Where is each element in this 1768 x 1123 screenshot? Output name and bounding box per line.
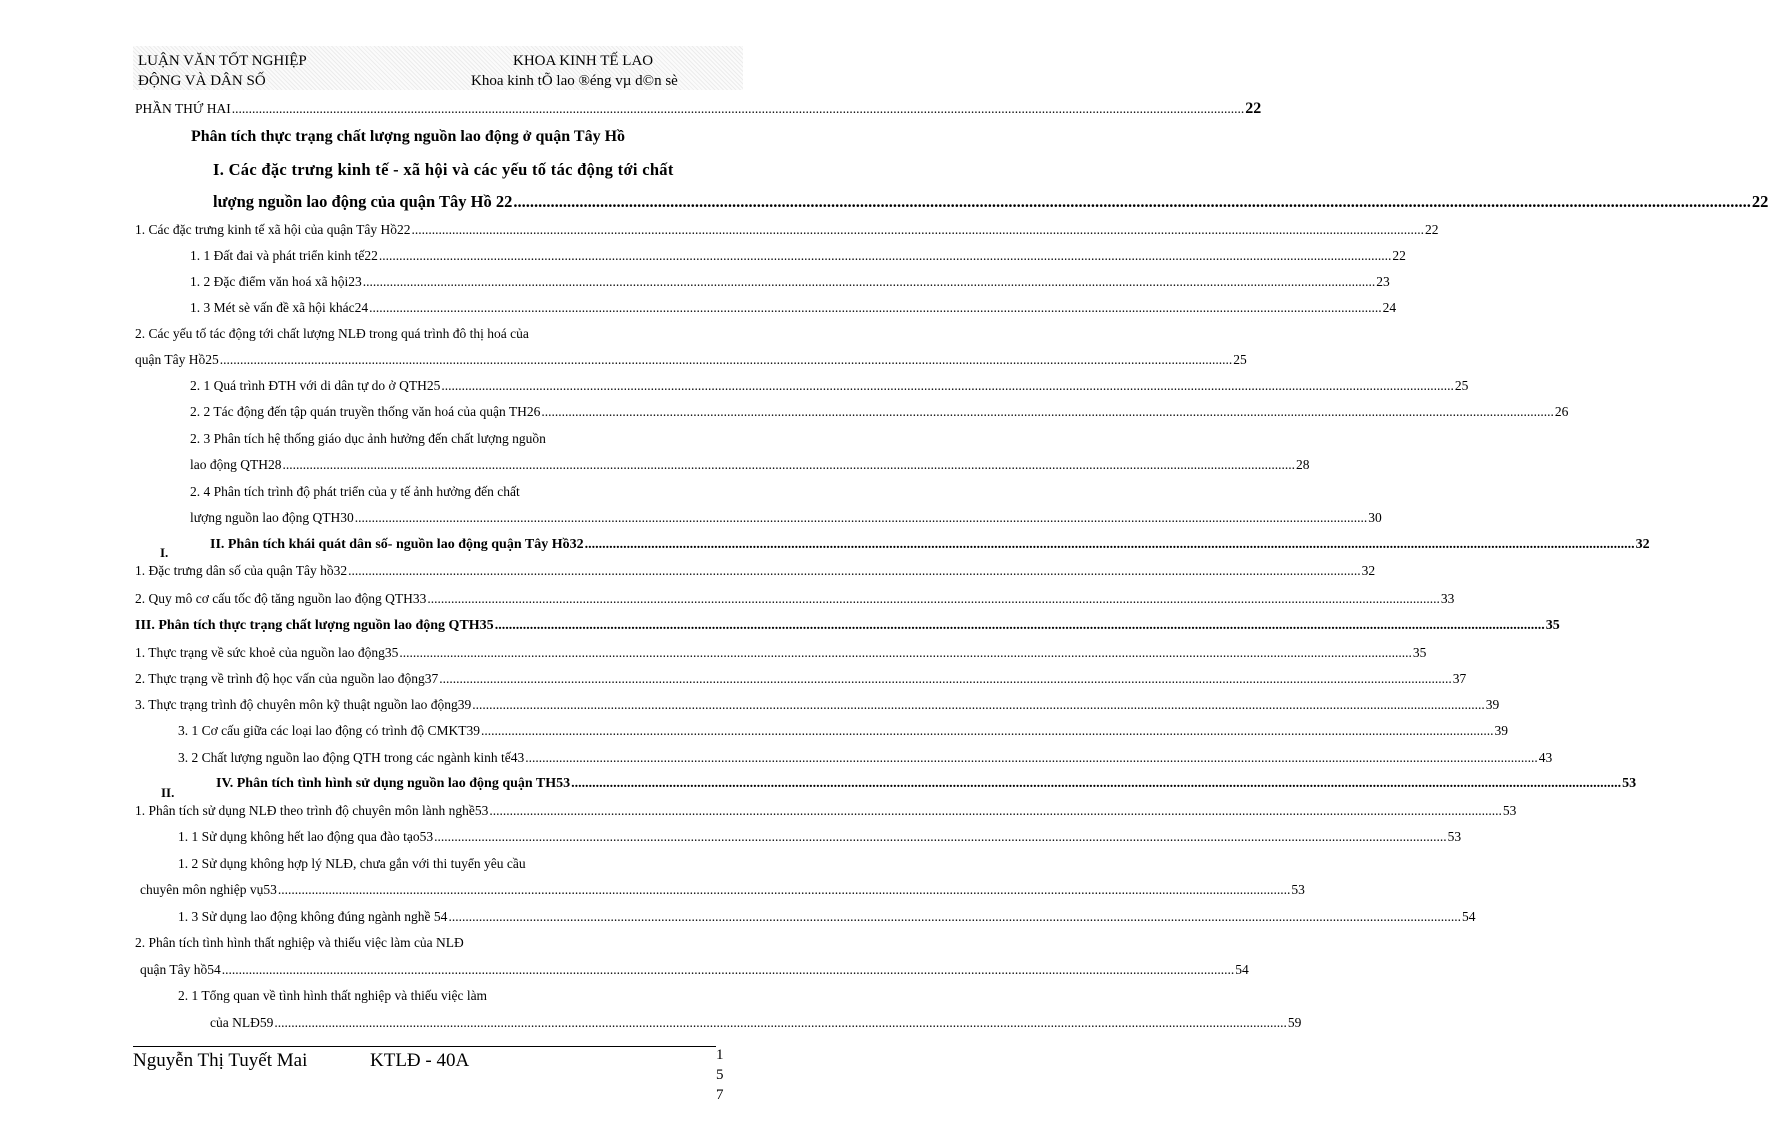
toc-entry: 3. Thực trạng trình độ chuyên môn kỹ thuật nguồn lao động39 ............................................................................................................................................................................................................................................................................................................ 39 [135, 697, 1500, 712]
toc-part: PHẦN THỨ HAI ............................................................................................................................................................................................................................................................................................................ 22 [135, 100, 1262, 117]
toc-entry: lao động QTH28 ............................................................................................................................................................................................................................................................................................................ 28 [190, 457, 1310, 472]
toc-entry: 2. 2 Tác động đến tập quán truyền thống văn hoá của quận TH26 ............................................................................................................................................................................................................................................................................................................ 26 [190, 404, 1569, 419]
toc-entry: 1. Các đặc trưng kinh tế xã hội của quận Tây Hồ22 ............................................................................................................................................................................................................................................................................................................ 22 [135, 222, 1439, 237]
footer-class-code: KTLĐ - 40A [370, 1050, 470, 1071]
toc-marker: I. [160, 545, 169, 560]
toc-entry: 1. 3 Mét sè vấn đề xã hội khác24 ............................................................................................................................................................................................................................................................................................................ 24 [190, 300, 1397, 315]
footer-page-digit: 7 [716, 1087, 724, 1103]
toc-entry: 2. Quy mô cơ cấu tốc độ tăng nguồn lao động QTH33 ............................................................................................................................................................................................................................................................................................................ 33 [135, 591, 1455, 606]
toc-part-text: PHẦN THỨ HAI [135, 101, 231, 116]
toc-entry: 2. Phân tích tình hình thất nghiệp và thiếu việc làm của NLĐ [135, 935, 464, 950]
toc-entry: 1. Đặc trưng dân số của quận Tây hồ32 ............................................................................................................................................................................................................................................................................................................ 32 [135, 563, 1376, 578]
toc-entry: 2. 4 Phân tích trình độ phát triển của y tế ảnh hưởng đến chất [190, 484, 520, 499]
toc-entry: III. Phân tích thực trạng chất lượng nguồn lao động QTH35 ............................................................................................................................................................................................................................................................................................................ 35 [135, 618, 1560, 633]
toc-entry: 1. 1 Sử dụng không hết lao động qua đào tạo53 ............................................................................................................................................................................................................................................................................................................ 53 [178, 829, 1462, 844]
toc-entry: 1. 2 Đặc điểm văn hoá xã hội23 ............................................................................................................................................................................................................................................................................................................ 23 [190, 274, 1390, 289]
toc-entry: IV. Phân tích tình hình sử dụng nguồn lao động quận TH53 ............................................................................................................................................................................................................................................................................................................ 53 [216, 776, 1637, 791]
toc-entry: 3. 2 Chất lượng nguồn lao động QTH trong các ngành kinh tế43 ............................................................................................................................................................................................................................................................................................................ 43 [178, 750, 1553, 765]
toc-entry: 2. Thực trạng về trình độ học vấn của nguồn lao động37 ............................................................................................................................................................................................................................................................................................................ 37 [135, 671, 1467, 686]
toc-entry: quận Tây hồ54 ............................................................................................................................................................................................................................................................................................................ 54 [140, 962, 1249, 977]
toc-entry: II. Phân tích khái quát dân số- nguồn lao động quận Tây Hồ32 ............................................................................................................................................................................................................................................................................................................ 32 [210, 537, 1650, 552]
toc-part-page: 22 [1245, 100, 1262, 117]
toc-entry: của NLĐ59 ............................................................................................................................................................................................................................................................................................................ 59 [210, 1015, 1302, 1030]
section1-line2: lượng nguồn lao động của quận Tây Hồ 22 ............................................................................................................................................................................................................................................................................................................ 22 [213, 192, 1768, 211]
toc-entry: 2. 1 Tổng quan về tình hình thất nghiệp và thiếu việc làm [178, 988, 488, 1003]
footer-page-digit: 1 [716, 1047, 724, 1063]
section1-line1: I. Các đặc trưng kinh tế - xã hội và các yếu tố tác động tới chất [213, 160, 674, 179]
header-left-line1: LUẬN VĂN TỐT NGHIỆP [138, 53, 307, 69]
toc-entry: 1. 2 Sử dụng không hợp lý NLĐ, chưa gắn với thi tuyển yêu cầu [178, 856, 526, 871]
footer-rule [133, 1046, 716, 1047]
toc-entry: quận Tây Hồ25 ............................................................................................................................................................................................................................................................................................................ 25 [135, 352, 1247, 367]
toc-entry: 1. Phân tích sử dụng NLĐ theo trình độ chuyên môn lành nghề53 ............................................................................................................................................................................................................................................................................................................ 53 [135, 803, 1517, 818]
page-header [133, 46, 743, 90]
toc-marker: II. [161, 785, 175, 800]
footer-page-digit: 5 [716, 1067, 724, 1083]
footer-author: Nguyễn Thị Tuyết Mai [133, 1050, 308, 1071]
header-right-line2: Khoa kinh tÕ lao ®éng vµ d©n sè [471, 73, 678, 89]
chapter-title: Phân tích thực trạng chất lượng nguồn lao động ở quận Tây Hồ [190, 128, 626, 145]
toc-entry: 1. 3 Sử dụng lao động không đúng ngành nghề 54 ............................................................................................................................................................................................................................................................................................................ 54 [178, 909, 1476, 924]
toc-entry: 2. 3 Phân tích hệ thống giáo dục ảnh hưởng đến chất lượng nguồn [190, 431, 546, 446]
toc-entry: lượng nguồn lao động QTH30 ............................................................................................................................................................................................................................................................................................................ 30 [190, 510, 1382, 525]
toc-entry: 3. 1 Cơ cấu giữa các loại lao động có trình độ CMKT39 ............................................................................................................................................................................................................................................................................................................ 39 [178, 723, 1509, 738]
toc-entry: 1. 1 Đất đai và phát triển kinh tế22 ............................................................................................................................................................................................................................................................................................................ 22 [190, 248, 1406, 263]
toc-entry: 2. Các yếu tố tác động tới chất lượng NLĐ trong quá trình đô thị hoá của [135, 326, 529, 341]
toc-entry: chuyên môn nghiệp vụ53 ............................................................................................................................................................................................................................................................................................................ 53 [140, 882, 1305, 897]
header-left-line2: ĐỘNG VÀ DÂN SỐ [138, 73, 266, 89]
header-right-line1: KHOA KINH TẾ LAO [513, 53, 654, 69]
toc-entry: 1. Thực trạng về sức khoẻ của nguồn lao động35 ............................................................................................................................................................................................................................................................................................................ 35 [135, 645, 1427, 660]
toc-entry: 2. 1 Quá trình ĐTH với di dân tự do ở QTH25 ............................................................................................................................................................................................................................................................................................................ 25 [190, 378, 1469, 393]
